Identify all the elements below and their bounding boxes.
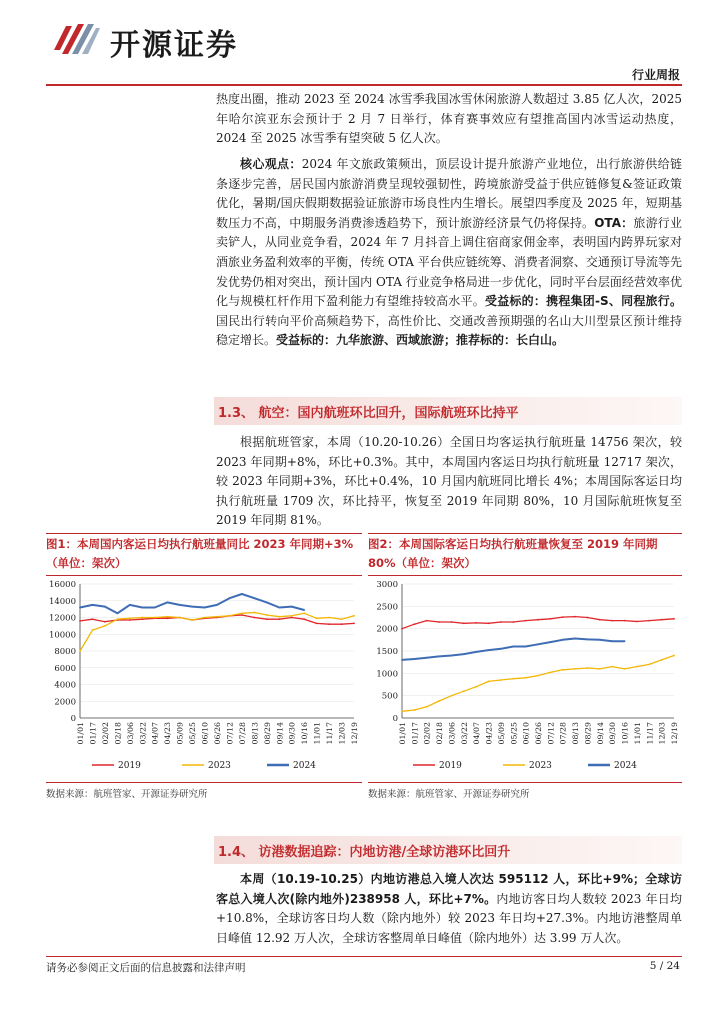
- data-point-2023: [525, 677, 527, 679]
- data-point-2023: [488, 681, 490, 683]
- section-heading-1-4: [214, 836, 682, 864]
- legend-label-2024: 2024: [293, 761, 316, 771]
- data-point-2019: [438, 621, 440, 623]
- data-point-2019: [587, 617, 589, 619]
- figure-2-line-chart: [368, 578, 682, 780]
- x-tick-label: 05/25: [509, 722, 519, 745]
- data-point-2024: [463, 653, 465, 655]
- x-tick-label: 04/07: [150, 722, 160, 745]
- section-1-4-text: 内地访客日均人数较 2023 年日均+10.8%，全球访客日均人数（除内地外）较 2023 年日均+27.3%。内地访港整周单日峰值 12.92 万人次，全球访客整周单日峰值（除内地外）达 3.99 万人次。: [216, 891, 682, 945]
- data-point-2024: [587, 639, 589, 641]
- x-tick-label: 02/18: [113, 722, 123, 745]
- x-tick-label: 06/10: [200, 722, 210, 745]
- figure-1-title-rule: [46, 575, 362, 576]
- figure-2-bottom-rule: [368, 782, 682, 783]
- data-point-2023: [229, 615, 231, 617]
- section-1-4-bold-text: 本周（10.19-10.25）内地访港总入境人次达 595112 人，环比+9%；全球访客总入境人次(除内地外)238958 人，环比+7%。: [216, 872, 682, 906]
- data-point-2024: [624, 640, 626, 642]
- figure-2-source: 数据来源：航班管家、开源证券研究所: [368, 789, 530, 800]
- data-point-2023: [401, 710, 403, 712]
- data-point-2023: [79, 650, 81, 652]
- x-tick-label: 04/23: [163, 722, 173, 745]
- data-point-2023: [661, 659, 663, 661]
- data-point-2023: [353, 615, 355, 617]
- data-point-2023: [191, 619, 193, 621]
- data-point-2019: [648, 620, 650, 622]
- data-point-2024: [141, 607, 143, 609]
- data-point-2019: [79, 620, 81, 622]
- x-tick-label: 12/19: [350, 722, 359, 745]
- figure-1-title: 图1：本周国内客运日均执行航班量同比 2023 年同期+3%（单位：架次）: [46, 537, 354, 570]
- company-logo: [52, 16, 292, 63]
- data-point-2019: [661, 619, 663, 621]
- data-point-2023: [92, 629, 94, 631]
- data-point-2024: [550, 641, 552, 643]
- x-tick-label: 02/02: [422, 722, 432, 745]
- x-tick-label: 12/19: [670, 722, 679, 745]
- data-point-2019: [525, 620, 527, 622]
- data-point-2024: [562, 639, 564, 641]
- y-tick-label: 1000: [376, 669, 398, 680]
- x-tick-label: 09/30: [608, 722, 618, 745]
- data-point-2024: [241, 593, 243, 595]
- data-point-2019: [599, 619, 601, 621]
- data-point-2019: [451, 621, 453, 623]
- data-point-2023: [562, 669, 564, 671]
- x-tick-label: 01/01: [398, 722, 407, 745]
- data-point-2024: [291, 606, 293, 608]
- data-point-2023: [550, 672, 552, 674]
- x-tick-label: 01/17: [88, 722, 98, 745]
- data-point-2024: [104, 606, 106, 608]
- data-point-2024: [401, 659, 403, 661]
- data-point-2019: [303, 618, 305, 620]
- section-title-1-4: 1.4、 访港数据追踪：内地访港/全球访港环比回升: [218, 844, 511, 860]
- data-point-2023: [587, 667, 589, 669]
- data-point-2024: [278, 607, 280, 609]
- data-point-2023: [278, 616, 280, 618]
- data-point-2019: [92, 618, 94, 620]
- x-tick-label: 12/03: [657, 722, 667, 745]
- x-tick-label: 07/12: [225, 722, 235, 745]
- data-point-2019: [328, 623, 330, 625]
- data-point-2019: [512, 621, 514, 623]
- data-point-2024: [254, 597, 256, 599]
- x-tick-label: 06/26: [534, 722, 543, 745]
- data-point-2024: [303, 609, 305, 611]
- data-point-2019: [537, 619, 539, 621]
- legend-label-2019: 2019: [118, 761, 141, 771]
- data-point-2024: [475, 651, 477, 653]
- x-tick-label: 07/12: [546, 722, 556, 745]
- x-tick-label: 08/13: [571, 722, 581, 745]
- core-view-text-1: 2024 年文旅政策频出，顶层设计提升旅游产业地位，出行旅游供给链条逐步完善，居民国内旅游消费呈现较强韧性，跨境旅游受益于供应链修复&签证政策优化，暑期/国庆假期数据验证旅游市场良性内生增长。展望四季度及 2025 年，短期基数压力不高，中期服务消费渗透趋势下，预计旅游经济景气仍将保持。: [216, 157, 682, 230]
- data-point-2023: [438, 700, 440, 702]
- core-view-label: 核心观点：: [240, 157, 302, 171]
- y-tick-label: 0: [392, 714, 398, 724]
- data-point-2023: [216, 616, 218, 618]
- x-tick-label: 06/10: [521, 722, 531, 745]
- x-tick-label: 02/18: [435, 722, 445, 745]
- data-point-2023: [463, 690, 465, 692]
- data-point-2023: [291, 615, 293, 617]
- x-tick-label: 10/16: [300, 722, 310, 745]
- data-point-2024: [216, 604, 218, 606]
- data-point-2024: [92, 604, 94, 606]
- x-tick-label: 11/17: [325, 722, 335, 745]
- data-point-2023: [574, 668, 576, 670]
- figure-1-source: 数据来源：航班管家、开源证券研究所: [46, 789, 208, 800]
- data-point-2024: [414, 658, 416, 660]
- logo-mark-icon: [52, 20, 102, 58]
- data-point-2019: [624, 620, 626, 622]
- data-point-2023: [316, 617, 318, 619]
- data-point-2024: [537, 643, 539, 645]
- series-line-2024: [402, 639, 625, 660]
- x-tick-label: 05/09: [175, 722, 185, 745]
- data-point-2019: [353, 623, 355, 625]
- series-line-2023: [402, 656, 674, 712]
- ota-label: OTA：: [594, 215, 634, 230]
- data-point-2023: [166, 616, 168, 618]
- data-point-2024: [266, 602, 268, 604]
- data-point-2024: [79, 607, 81, 609]
- data-point-2019: [266, 618, 268, 620]
- beneficiary-label-1: 受益标的：携程集团-S、同程旅行。: [484, 294, 682, 309]
- data-point-2023: [537, 675, 539, 677]
- data-point-2019: [463, 622, 465, 624]
- x-tick-label: 06/26: [213, 722, 222, 745]
- x-tick-label: 09/30: [287, 722, 297, 745]
- data-point-2023: [673, 655, 675, 657]
- figure-1-bottom-rule: [46, 782, 362, 783]
- data-point-2024: [204, 607, 206, 609]
- data-point-2024: [229, 597, 231, 599]
- data-point-2019: [426, 620, 428, 622]
- data-point-2024: [191, 606, 193, 608]
- data-point-2019: [166, 617, 168, 619]
- data-point-2023: [636, 666, 638, 668]
- data-point-2024: [129, 604, 131, 606]
- document-type-label: 行业周报: [631, 68, 680, 82]
- data-point-2023: [414, 709, 416, 711]
- data-point-2023: [266, 614, 268, 616]
- data-point-2023: [328, 617, 330, 619]
- x-tick-label: 08/29: [583, 722, 593, 745]
- x-tick-label: 08/29: [262, 722, 272, 745]
- data-point-2023: [117, 618, 119, 620]
- data-point-2023: [241, 612, 243, 614]
- legend-label-2023: 2023: [208, 761, 231, 771]
- data-point-2019: [316, 623, 318, 625]
- section-title-1-3: 1.3、 航空：国内航班环比回升，国际航班环比持平: [218, 405, 519, 421]
- data-point-2019: [104, 621, 106, 623]
- series-line-2019: [402, 617, 674, 629]
- data-point-2023: [475, 686, 477, 688]
- data-point-2019: [673, 618, 675, 620]
- data-point-2024: [512, 646, 514, 648]
- x-tick-label: 03/22: [459, 722, 469, 745]
- data-point-2024: [438, 656, 440, 658]
- data-point-2019: [500, 621, 502, 623]
- data-point-2019: [254, 617, 256, 619]
- data-point-2019: [414, 623, 416, 625]
- data-point-2023: [129, 617, 131, 619]
- y-tick-label: 8000: [54, 647, 76, 657]
- intro-paragraph: 热度出圈，推动 2023 至 2024 冰雪季我国冰雪休闲旅游人数超过 3.85 亿人次，2025 年哈尔滨亚东会预计于 2 月 7 日举行，体育赛事效应有望推高国内冰雪运动热度，2024 至 2025 冰雪季有望突破 5 亿人次。: [216, 92, 682, 146]
- x-tick-label: 02/02: [100, 722, 110, 745]
- data-point-2023: [254, 612, 256, 614]
- data-point-2023: [611, 666, 613, 668]
- x-tick-label: 04/07: [472, 722, 482, 745]
- x-tick-label: 09/14: [595, 722, 605, 745]
- x-tick-label: 09/14: [275, 722, 285, 745]
- data-point-2024: [179, 604, 181, 606]
- y-tick-label: 1500: [376, 647, 398, 657]
- data-point-2024: [117, 612, 119, 614]
- core-view-text-3: 国民出行转向平价高频趋势下，高性价比、交通改善预期强的名山大川型景区预计维持稳定增长。: [216, 313, 682, 348]
- data-point-2023: [451, 695, 453, 697]
- x-tick-label: 03/06: [125, 722, 135, 745]
- data-point-2024: [166, 602, 168, 604]
- x-tick-label: 11/01: [312, 722, 322, 745]
- data-point-2023: [624, 668, 626, 670]
- y-tick-label: 500: [381, 691, 398, 702]
- data-point-2023: [512, 678, 514, 680]
- footer-divider: [46, 956, 682, 957]
- core-view-paragraph: [216, 155, 682, 351]
- legend-label-2024: 2024: [614, 761, 637, 771]
- y-tick-label: 14000: [48, 596, 76, 607]
- data-point-2024: [451, 655, 453, 657]
- x-tick-label: 07/28: [558, 722, 568, 745]
- data-point-2023: [426, 706, 428, 708]
- x-tick-label: 11/01: [632, 722, 642, 745]
- y-tick-label: 16000: [48, 580, 76, 590]
- data-point-2019: [341, 623, 343, 625]
- data-point-2023: [154, 617, 156, 619]
- data-point-2023: [141, 617, 143, 619]
- page-number: 5 / 24: [649, 960, 680, 972]
- data-point-2019: [241, 614, 243, 616]
- figure-1-line-chart: [46, 578, 362, 780]
- y-tick-label: 2000: [376, 624, 398, 635]
- data-point-2019: [611, 620, 613, 622]
- section-heading-1-3: [214, 397, 682, 425]
- data-point-2023: [204, 617, 206, 619]
- section-1-3-paragraph: 根据航班管家，本周（10.20-10.26）全国日均客运执行航班量 14756 架次，较 2023 年同期+8%，环比+0.3%。其中，本周国内客运日均执行航班量 12717 架次，较 2023 年同期+3%，环比+0.4%，10 月国内航班同比增长 4%；本周国际客运日均执行航班量 1709 次，环比持平，恢复至 2019 年同期 80%，10 月国际航班恢复至 2019 年同期 81%。: [216, 435, 682, 528]
- data-point-2019: [574, 616, 576, 618]
- section-1-4-paragraph: [216, 870, 682, 948]
- data-point-2023: [599, 668, 601, 670]
- data-point-2019: [562, 616, 564, 618]
- core-view-text-2: 旅游行业卖铲人，从同业竞争看，2024 年 7 月抖音上调住宿商家佣金率，表明国内跨界玩家对酒旅业务盈利效率的平衡，传统 OTA 平台供应链统筹、消费者洞察、交通预订导流等先发优势仍相对突出，预计国内 OTA 行业竞争格局进一步优化，同时平台层面经营效率优化与规模杠杆作用下盈利能力有望维持较高水平。: [216, 215, 682, 309]
- data-point-2019: [278, 618, 280, 620]
- logo-text: 开源证券: [110, 28, 238, 63]
- data-point-2024: [525, 646, 527, 648]
- figure-1-top-rule: [46, 533, 362, 534]
- data-point-2024: [599, 639, 601, 641]
- x-tick-label: 01/17: [410, 722, 420, 745]
- data-point-2023: [341, 618, 343, 620]
- data-point-2024: [611, 640, 613, 642]
- data-point-2024: [426, 657, 428, 659]
- x-tick-label: 10/16: [620, 722, 630, 745]
- data-point-2019: [129, 619, 131, 621]
- y-tick-label: 3000: [376, 580, 398, 590]
- legend-label-2023: 2023: [529, 761, 552, 771]
- data-point-2019: [636, 621, 638, 623]
- data-point-2024: [154, 607, 156, 609]
- x-tick-label: 12/03: [337, 722, 347, 745]
- data-point-2019: [488, 622, 490, 624]
- y-tick-label: 6000: [54, 663, 76, 674]
- data-point-2023: [179, 617, 181, 619]
- y-tick-label: 2000: [54, 697, 76, 708]
- data-point-2024: [574, 638, 576, 640]
- y-tick-label: 12000: [48, 613, 76, 624]
- x-tick-label: 05/25: [188, 722, 198, 745]
- x-tick-label: 03/22: [138, 722, 148, 745]
- data-point-2023: [303, 612, 305, 614]
- x-tick-label: 11/17: [645, 722, 655, 745]
- y-tick-label: 4000: [54, 680, 76, 691]
- x-tick-label: 08/13: [250, 722, 260, 745]
- y-tick-label: 0: [70, 714, 76, 724]
- data-point-2024: [500, 648, 502, 650]
- data-point-2019: [291, 617, 293, 619]
- figure-2-title-rule: [368, 575, 682, 576]
- data-point-2019: [141, 618, 143, 620]
- data-point-2024: [488, 649, 490, 651]
- y-tick-label: 2500: [376, 602, 398, 613]
- footer-disclaimer: 请务必参阅正文后面的信息披露和法律声明: [46, 962, 246, 974]
- data-point-2019: [401, 628, 403, 630]
- x-tick-label: 03/06: [447, 722, 457, 745]
- x-tick-label: 01/01: [76, 722, 85, 745]
- series-line-2024: [80, 594, 304, 613]
- data-point-2023: [648, 664, 650, 666]
- data-point-2023: [500, 679, 502, 681]
- data-point-2019: [475, 622, 477, 624]
- legend-label-2019: 2019: [439, 761, 462, 771]
- x-tick-label: 07/28: [237, 722, 247, 745]
- data-point-2023: [104, 625, 106, 627]
- x-tick-label: 04/23: [484, 722, 494, 745]
- x-tick-label: 05/09: [496, 722, 506, 745]
- figure-2-top-rule: [368, 533, 682, 534]
- y-tick-label: 10000: [48, 630, 76, 641]
- data-point-2019: [550, 618, 552, 620]
- beneficiary-label-2: 受益标的：九华旅游、西域旅游；推荐标的：长白山。: [276, 333, 565, 348]
- figure-2-title: 图2：本周国际客运日均执行航班量恢复至 2019 年同期 80%（单位：架次）: [368, 537, 658, 570]
- header-divider: [46, 84, 682, 86]
